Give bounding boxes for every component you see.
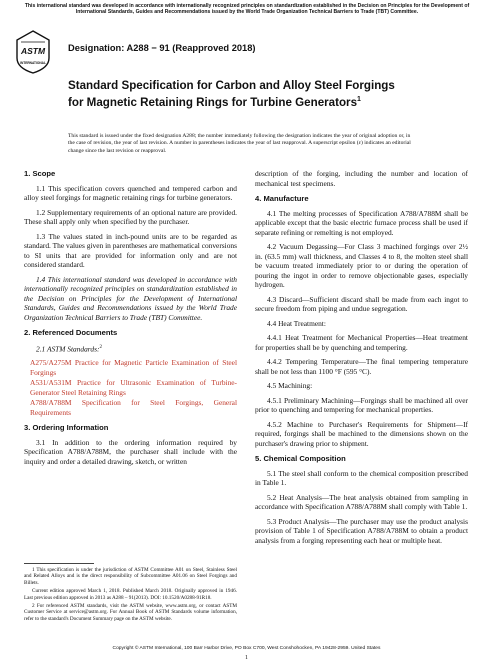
reference-a788[interactable] [30, 398, 237, 417]
para-4-4-2: 4.4.2 Tempering Temperature—The final tempering temperature shall be not less than 1100 °F (595 °C). [255, 357, 468, 376]
right-column [255, 169, 468, 550]
standard-issuance-note: This standard is issued under the fixed designation A288; the number immediately following the designation indicates the year of original adoption or, in the case of revision, the year of last revision. A number in parentheses indicates the year of last reapproval. A superscript epsilon (ε) indicates an editorial change since the last revision or reapproval. [68, 133, 411, 154]
para-4-2: 4.2 Vacuum Degassing—For Class 3 machined forgings over 2½ in. (63.5 mm) wall thickness, and Classes 4 to 8, the molten steel shall be vacuum treated immediately prior to or during the operation of pouring the ingot in order to remove objectionable gases, especially hydrogen. [255, 242, 468, 289]
section-2-heading: 2. Referenced Documents [24, 328, 118, 337]
para-5-3: 5.3 Product Analysis—The purchaser may use the product analysis provision of Table 1 of Specification A788/A788M to obtain a product analysis from a forging representing each heat or multiple heat. [255, 516, 468, 545]
reference-a275[interactable] [30, 358, 237, 377]
svg-text:ASTM: ASTM [20, 46, 46, 56]
tbt-notice: This international standard was developed in accordance with internationally recognized principles on standardization established in the Decision on Principles for the Development of International Standards, Guides and Recommendations issued by the World Trade Organization Technical Barriers to Trade (TBT) Committee. [24, 3, 470, 16]
ref-code-a788[interactable]: A788/A788M [30, 398, 72, 408]
title-text: Standard Specification for Carbon and Alloy Steel Forgings for Magnetic Retaining Rings for Turbine Generators [68, 79, 395, 109]
section-1-heading: 1. Scope [24, 169, 56, 178]
para-4-5-2: 4.5.2 Machine to Purchaser's Requirements for Shipment—If required, forgings shall be machined to the dimensions shown on the purchaser's drawing prior to shipment. [255, 419, 468, 448]
ref-title-a788[interactable]: Specification for Steel Forgings, General Requirements [30, 398, 237, 417]
page-number: 1 [245, 655, 248, 661]
footnote-divider [24, 563, 94, 564]
para-4-1: 4.1 The melting processes of Specification A788/A788M shall be applicable except that the basic electric furnace process shall be used if separate refining or remelting is not employed. [255, 208, 468, 237]
designation: Designation: A288 − 91 (Reapproved 2018) [68, 43, 256, 53]
astm-logo [15, 30, 51, 74]
para-4-3: 4.3 Discard—Sufficient discard shall be made from each ingot to secure freedom from piping and undue segregation. [255, 294, 468, 313]
para-3-1-continued: description of the forging, including the number and location of mechanical test specimens. [255, 169, 468, 188]
svg-text:INTERNATIONAL: INTERNATIONAL [20, 61, 46, 65]
para-4-5-1: 4.5.1 Preliminary Machining—Forgings shall be machined all over prior to quenching and tempering for mechanical properties. [255, 395, 468, 414]
footnote-2: 2 For referenced ASTM standards, visit the ASTM website, www.astm.org, or contact ASTM Customer Service at service@astm.org. For Annual Book of ASTM Standards volume information, refer to the standard's Document Summary page on the ASTM website. [24, 603, 237, 622]
para-1-3: 1.3 The values stated in inch-pound units are to be regarded as standard. The values given in parentheses are mathematical conversions to SI units that are provided for information only and are not considered standard. [24, 231, 237, 269]
ref-title-a275[interactable]: Practice for Magnetic Particle Examination of Steel Forgings [30, 358, 237, 377]
section-3-heading: 3. Ordering Information [24, 423, 109, 433]
para-1-1: 1.1 This specification covers quenched and tempered carbon and alloy steel forgings for magnetic retaining rings for turbine generators. [24, 183, 237, 202]
reference-a531[interactable] [30, 378, 237, 397]
section-5-heading: 5. Chemical Composition [255, 454, 346, 463]
ref-code-a275[interactable]: A275/A275M [30, 358, 72, 368]
para-4-4-1: 4.4.1 Heat Treatment for Mechanical Properties—Heat treatment for properties shall be by quenching and tempering. [255, 333, 468, 352]
para-4-4: 4.4 Heat Treatment: [267, 318, 326, 328]
para-1-4: 1.4 This international standard was developed in accordance with internationally recognized principles on standardization established in the Decision on Principles for the Development of International Standards, Guides and Recommendations issued by the World Trade Organization Technical Barriers to Trade (TBT) Committee. [24, 274, 237, 322]
document-title [68, 79, 398, 109]
footnotes [24, 567, 237, 624]
footnote-1-edition: Current edition approved March 1, 2018. Published March 2018. Originally approved in 1946. Last previous edition approved in 2013 as A288 – 91(2013). DOI: 10.1520/A0288-91R18. [24, 588, 237, 601]
section-4-heading: 4. Manufacture [255, 194, 309, 203]
title-footnote-marker: 1 [357, 95, 361, 103]
para-2-1: 2.1 ASTM Standards:$^2$ [36, 343, 102, 353]
para-5-2: 5.2 Heat Analysis—The heat analysis obtained from sampling in accordance with Specification A788/A788M shall comply with Table 1. [255, 492, 468, 511]
para-3-1: 3.1 In addition to the ordering information required by Specification A788/A788M, the purchaser shall include with the inquiry and order a detailed drawing, sketch, or written [24, 437, 237, 466]
left-column [24, 169, 237, 471]
copyright-line: Copyright © ASTM International, 100 Barr Harbor Drive, PO Box C700, West Conshohocken, PA 19428-2959. United States [112, 646, 381, 651]
ref-code-a531[interactable]: A531/A531M [30, 378, 72, 388]
ref-title-a531[interactable]: Practice for Ultrasonic Examination of Turbine-Generator Steel Retaining Rings [30, 378, 237, 397]
para-1-2: 1.2 Supplementary requirements of an optional nature are provided. These shall apply only when specified by the purchaser. [24, 207, 237, 226]
footnote-1: 1 This specification is under the jurisdiction of ASTM Committee A01 on Steel, Stainless Steel and Related Alloys and is the direct responsibility of Subcommittee A01.06 on Steel Forgings and Billets. [24, 567, 237, 586]
para-5-1: 5.1 The steel shall conform to the chemical composition prescribed in Table 1. [255, 468, 468, 487]
para-4-5: 4.5 Machining: [267, 381, 313, 390]
